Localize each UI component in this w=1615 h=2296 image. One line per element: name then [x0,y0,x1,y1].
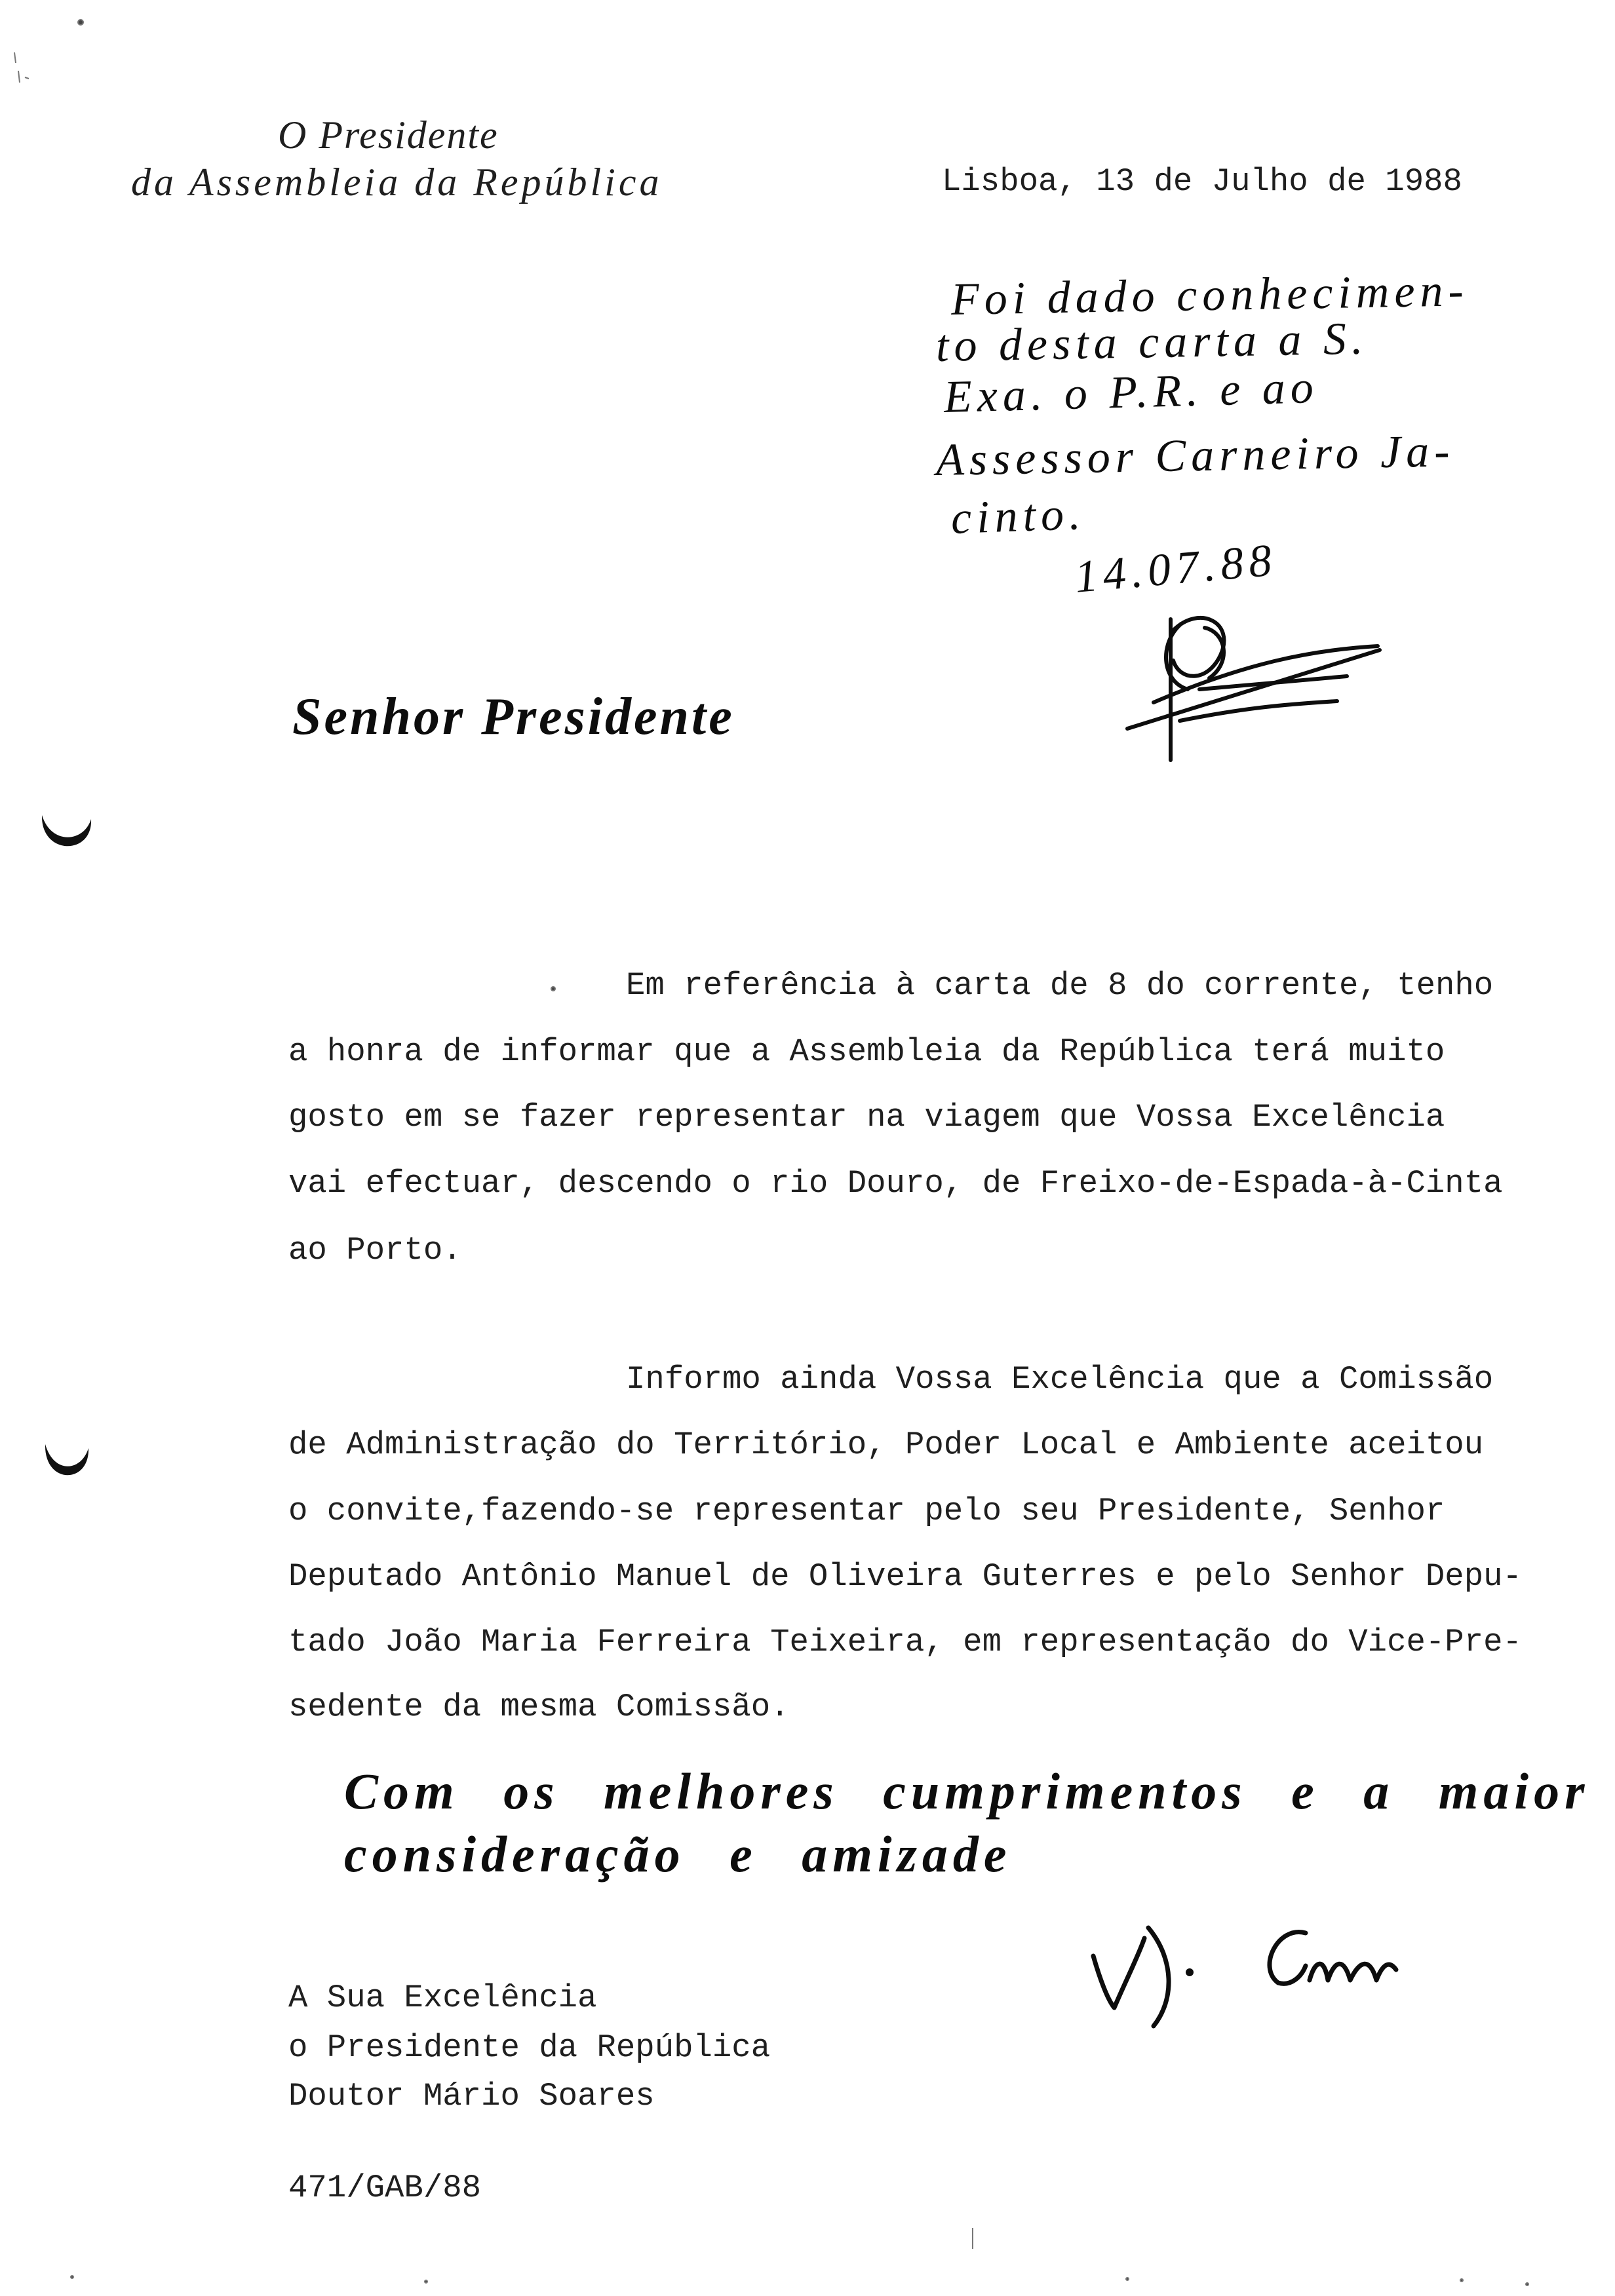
body-line: Deputado Antônio Manuel de Oliveira Guterres e pelo Senhor Depu- [288,1558,1522,1595]
body-line: ao Porto. [288,1232,462,1269]
body-line: o convite,fazendo-se representar pelo seu Presidente, Senhor [288,1493,1445,1529]
note-line: Assessor Carneiro Ja- [935,426,1456,486]
note-date: 14.07.88 [1072,535,1279,603]
salutation: Senhor Presidente [292,688,735,746]
punch-hole-top [42,815,91,846]
closing-line: Com os melhores cumprimentos e a maior [344,1763,1590,1820]
addressee-line: A Sua Excelência [288,1980,597,2016]
closing-line: consideração e amizade [344,1826,1012,1883]
body-line: vai efectuar, descendo o rio Douro, de Freixo-de-Espada-à-Cinta [288,1165,1503,1202]
letterhead-institution: da Assembleia da República [131,161,663,204]
signature-dot [1186,1968,1194,1976]
note-line: Exa. o P.R. e ao [943,362,1319,423]
body-line: a honra de informar que a Assembleia da República terá muito [288,1033,1445,1070]
addressee-line: o Presidente da República [288,2029,771,2066]
initials-scribble [1127,618,1380,760]
body-line: gosto em se fazer representar na viagem que Vossa Excelência [288,1099,1445,1136]
addressee-line: Doutor Mário Soares [288,2078,655,2114]
note-line: cinto. [950,488,1087,544]
letterhead-title: O Presidente [278,113,499,157]
signature [1093,1928,1396,2026]
body-line: de Administração do Território, Poder Local e Ambiente aceitou [288,1426,1484,1463]
body-line: tado João Maria Ferreira Teixeira, em representação do Vice-Pre- [288,1624,1522,1660]
body-line: Informo ainda Vossa Excelência que a Comissão [626,1361,1494,1398]
date-line: Lisboa, 13 de Julho de 1988 [942,163,1462,200]
body-line: Em referência à carta de 8 do corrente, tenho [626,967,1494,1004]
reference-number: 471/GAB/88 [288,2170,482,2206]
note-line: Foi dado conhecimen- [950,265,1469,325]
punch-hole-bottom [45,1444,88,1475]
body-line: sedente da mesma Comissão. [288,1689,790,1725]
note-line: to desta carta a S. [935,313,1369,372]
